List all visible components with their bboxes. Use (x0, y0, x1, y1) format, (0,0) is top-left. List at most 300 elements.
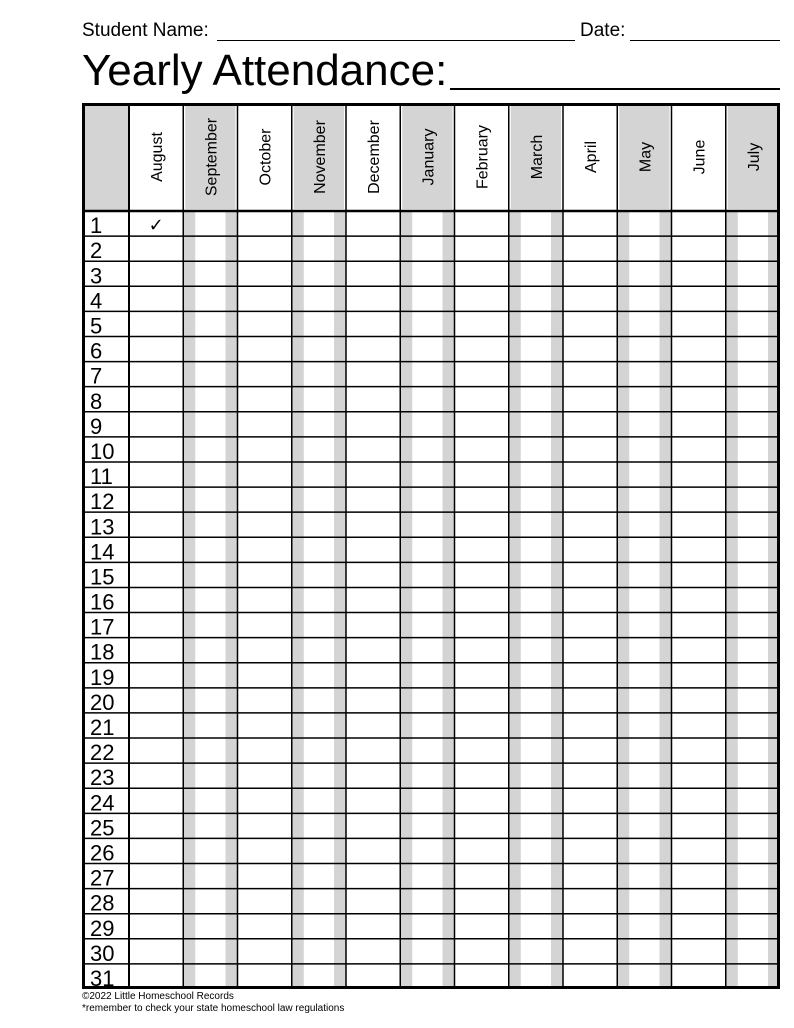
attendance-cell[interactable] (183, 688, 237, 713)
attendance-cell[interactable] (346, 336, 400, 361)
attendance-cell[interactable] (672, 562, 726, 587)
attendance-cell[interactable] (400, 387, 454, 412)
attendance-cell[interactable] (563, 462, 617, 487)
attendance-cell[interactable] (726, 587, 780, 612)
attendance-cell[interactable] (183, 864, 237, 889)
attendance-cell[interactable] (129, 914, 183, 939)
attendance-cell[interactable] (563, 663, 617, 688)
attendance-cell[interactable] (672, 487, 726, 512)
attendance-cell[interactable] (129, 788, 183, 813)
attendance-cell[interactable] (346, 462, 400, 487)
attendance-cell[interactable] (726, 738, 780, 763)
attendance-cell[interactable] (617, 211, 671, 236)
attendance-cell[interactable] (509, 537, 563, 562)
attendance-cell[interactable] (563, 286, 617, 311)
attendance-cell[interactable] (617, 336, 671, 361)
attendance-cell[interactable] (292, 437, 346, 462)
attendance-cell[interactable] (183, 562, 237, 587)
attendance-cell[interactable] (726, 939, 780, 964)
attendance-cell[interactable] (509, 613, 563, 638)
attendance-cell[interactable] (346, 587, 400, 612)
attendance-cell[interactable] (400, 613, 454, 638)
attendance-cell[interactable] (129, 889, 183, 914)
attendance-cell[interactable] (726, 914, 780, 939)
attendance-cell[interactable] (129, 286, 183, 311)
attendance-cell[interactable] (672, 738, 726, 763)
attendance-cell[interactable] (455, 587, 509, 612)
attendance-cell[interactable] (563, 864, 617, 889)
attendance-cell[interactable] (726, 487, 780, 512)
attendance-cell[interactable] (672, 211, 726, 236)
attendance-cell[interactable] (509, 286, 563, 311)
attendance-cell[interactable] (672, 763, 726, 788)
attendance-cell[interactable] (455, 562, 509, 587)
attendance-cell[interactable] (563, 487, 617, 512)
attendance-cell[interactable] (455, 487, 509, 512)
attendance-cell[interactable] (672, 512, 726, 537)
attendance-cell[interactable] (346, 713, 400, 738)
attendance-cell[interactable] (509, 964, 563, 989)
attendance-cell[interactable] (563, 713, 617, 738)
attendance-cell[interactable] (400, 512, 454, 537)
attendance-cell[interactable] (238, 763, 292, 788)
attendance-cell[interactable] (726, 688, 780, 713)
attendance-cell[interactable] (617, 939, 671, 964)
attendance-cell[interactable] (726, 311, 780, 336)
attendance-cell[interactable] (563, 412, 617, 437)
attendance-cell[interactable] (238, 713, 292, 738)
attendance-cell[interactable] (726, 562, 780, 587)
attendance-cell[interactable] (455, 964, 509, 989)
attendance-cell[interactable] (455, 688, 509, 713)
attendance-cell[interactable] (129, 638, 183, 663)
attendance-cell[interactable] (346, 412, 400, 437)
attendance-cell[interactable] (726, 462, 780, 487)
attendance-cell[interactable] (346, 311, 400, 336)
attendance-cell[interactable] (726, 286, 780, 311)
attendance-cell[interactable] (292, 613, 346, 638)
attendance-cell[interactable] (563, 587, 617, 612)
attendance-cell[interactable] (129, 362, 183, 387)
attendance-cell[interactable] (617, 864, 671, 889)
attendance-cell[interactable] (183, 889, 237, 914)
attendance-cell[interactable] (617, 261, 671, 286)
attendance-cell[interactable] (563, 261, 617, 286)
attendance-cell[interactable] (129, 587, 183, 612)
attendance-cell[interactable] (292, 487, 346, 512)
attendance-cell[interactable] (509, 437, 563, 462)
attendance-cell[interactable] (617, 562, 671, 587)
attendance-cell[interactable] (400, 889, 454, 914)
attendance-cell[interactable] (672, 663, 726, 688)
attendance-cell[interactable] (129, 537, 183, 562)
attendance-cell[interactable] (400, 261, 454, 286)
attendance-cell[interactable] (346, 286, 400, 311)
attendance-cell[interactable] (129, 487, 183, 512)
attendance-cell[interactable] (455, 336, 509, 361)
attendance-cell[interactable] (400, 838, 454, 863)
attendance-cell[interactable] (455, 211, 509, 236)
attendance-cell[interactable] (238, 738, 292, 763)
attendance-cell[interactable] (238, 311, 292, 336)
attendance-cell[interactable] (455, 613, 509, 638)
attendance-cell[interactable] (400, 914, 454, 939)
attendance-cell[interactable] (400, 864, 454, 889)
attendance-cell[interactable] (509, 236, 563, 261)
attendance-cell[interactable] (455, 813, 509, 838)
attendance-cell[interactable] (400, 587, 454, 612)
attendance-cell[interactable] (183, 286, 237, 311)
attendance-cell[interactable] (292, 412, 346, 437)
attendance-cell[interactable] (509, 889, 563, 914)
attendance-cell[interactable] (129, 713, 183, 738)
attendance-cell[interactable] (238, 387, 292, 412)
attendance-cell[interactable] (292, 512, 346, 537)
date-field[interactable] (630, 40, 780, 41)
attendance-cell[interactable] (292, 537, 346, 562)
attendance-cell[interactable] (617, 763, 671, 788)
attendance-cell[interactable] (292, 914, 346, 939)
attendance-cell[interactable] (346, 387, 400, 412)
attendance-cell[interactable] (292, 788, 346, 813)
attendance-cell[interactable] (509, 763, 563, 788)
attendance-cell[interactable] (617, 387, 671, 412)
attendance-cell[interactable] (726, 638, 780, 663)
attendance-cell[interactable] (563, 562, 617, 587)
attendance-cell[interactable] (672, 587, 726, 612)
attendance-cell[interactable] (292, 964, 346, 989)
attendance-cell[interactable] (726, 663, 780, 688)
attendance-cell[interactable] (183, 613, 237, 638)
attendance-cell[interactable] (617, 613, 671, 638)
attendance-cell[interactable] (672, 286, 726, 311)
attendance-cell[interactable] (509, 211, 563, 236)
attendance-cell[interactable] (726, 211, 780, 236)
attendance-cell[interactable] (617, 713, 671, 738)
attendance-cell[interactable] (346, 864, 400, 889)
attendance-cell[interactable] (455, 362, 509, 387)
attendance-cell[interactable] (455, 537, 509, 562)
attendance-cell[interactable] (183, 211, 237, 236)
attendance-cell[interactable] (400, 939, 454, 964)
attendance-cell[interactable] (617, 236, 671, 261)
attendance-cell[interactable] (292, 462, 346, 487)
attendance-cell[interactable] (563, 336, 617, 361)
attendance-cell[interactable] (238, 462, 292, 487)
attendance-cell[interactable] (292, 688, 346, 713)
attendance-cell[interactable] (617, 412, 671, 437)
attendance-cell[interactable] (563, 638, 617, 663)
attendance-cell[interactable] (238, 638, 292, 663)
attendance-cell[interactable] (129, 462, 183, 487)
attendance-cell[interactable] (617, 437, 671, 462)
attendance-cell[interactable] (726, 864, 780, 889)
attendance-cell[interactable] (129, 864, 183, 889)
attendance-cell[interactable] (346, 838, 400, 863)
attendance-cell[interactable] (726, 889, 780, 914)
attendance-cell[interactable] (400, 738, 454, 763)
attendance-cell[interactable] (238, 537, 292, 562)
attendance-cell[interactable] (292, 738, 346, 763)
attendance-cell[interactable] (563, 688, 617, 713)
attendance-cell[interactable] (617, 462, 671, 487)
attendance-cell[interactable] (292, 211, 346, 236)
attendance-cell[interactable] (672, 838, 726, 863)
attendance-cell[interactable] (129, 838, 183, 863)
attendance-cell[interactable] (617, 738, 671, 763)
attendance-cell[interactable] (238, 964, 292, 989)
attendance-cell[interactable] (617, 587, 671, 612)
attendance-cell[interactable] (346, 537, 400, 562)
attendance-cell[interactable] (617, 311, 671, 336)
attendance-cell[interactable] (238, 613, 292, 638)
attendance-cell[interactable] (238, 211, 292, 236)
attendance-cell[interactable] (183, 387, 237, 412)
attendance-cell[interactable] (400, 362, 454, 387)
attendance-cell[interactable] (183, 537, 237, 562)
attendance-cell[interactable] (400, 412, 454, 437)
attendance-cell[interactable] (455, 412, 509, 437)
attendance-cell[interactable] (563, 311, 617, 336)
attendance-cell[interactable] (509, 512, 563, 537)
attendance-cell[interactable] (292, 236, 346, 261)
attendance-cell[interactable] (509, 311, 563, 336)
attendance-cell[interactable] (672, 236, 726, 261)
attendance-cell[interactable] (455, 638, 509, 663)
attendance-cell[interactable] (672, 311, 726, 336)
attendance-cell[interactable] (563, 236, 617, 261)
attendance-cell[interactable] (400, 562, 454, 587)
attendance-cell[interactable] (617, 838, 671, 863)
attendance-cell[interactable] (129, 261, 183, 286)
attendance-cell[interactable] (509, 362, 563, 387)
attendance-cell[interactable] (292, 362, 346, 387)
attendance-cell[interactable] (292, 562, 346, 587)
attendance-cell[interactable] (509, 487, 563, 512)
attendance-cell[interactable] (455, 261, 509, 286)
attendance-cell[interactable] (455, 512, 509, 537)
attendance-cell[interactable] (346, 638, 400, 663)
attendance-cell[interactable] (183, 638, 237, 663)
attendance-cell[interactable] (672, 964, 726, 989)
attendance-cell[interactable] (509, 412, 563, 437)
attendance-cell[interactable] (509, 663, 563, 688)
attendance-cell[interactable] (346, 437, 400, 462)
attendance-cell[interactable] (455, 286, 509, 311)
attendance-cell[interactable] (672, 462, 726, 487)
attendance-cell[interactable] (346, 813, 400, 838)
attendance-cell[interactable] (400, 688, 454, 713)
attendance-cell[interactable] (509, 462, 563, 487)
attendance-cell[interactable] (563, 512, 617, 537)
attendance-cell[interactable] (400, 813, 454, 838)
attendance-cell[interactable] (509, 864, 563, 889)
attendance-cell[interactable] (183, 914, 237, 939)
attendance-cell[interactable] (672, 537, 726, 562)
attendance-cell[interactable] (455, 838, 509, 863)
attendance-cell[interactable] (400, 286, 454, 311)
attendance-cell[interactable] (617, 537, 671, 562)
attendance-cell[interactable] (238, 562, 292, 587)
attendance-cell[interactable] (672, 688, 726, 713)
attendance-cell[interactable] (129, 311, 183, 336)
attendance-cell[interactable] (726, 336, 780, 361)
attendance-cell[interactable] (563, 387, 617, 412)
attendance-cell[interactable] (563, 738, 617, 763)
attendance-cell[interactable] (400, 336, 454, 361)
attendance-cell[interactable] (238, 587, 292, 612)
attendance-cell[interactable] (292, 713, 346, 738)
attendance-cell[interactable] (129, 236, 183, 261)
attendance-cell[interactable] (129, 964, 183, 989)
attendance-cell[interactable] (726, 788, 780, 813)
attendance-cell[interactable] (238, 889, 292, 914)
attendance-cell[interactable] (346, 663, 400, 688)
attendance-cell[interactable] (563, 939, 617, 964)
attendance-cell[interactable] (726, 362, 780, 387)
attendance-cell[interactable] (617, 889, 671, 914)
attendance-cell[interactable] (563, 889, 617, 914)
attendance-cell[interactable] (238, 286, 292, 311)
attendance-cell[interactable] (238, 663, 292, 688)
attendance-cell[interactable] (509, 261, 563, 286)
attendance-cell[interactable] (617, 286, 671, 311)
attendance-cell[interactable] (455, 864, 509, 889)
attendance-cell[interactable] (129, 939, 183, 964)
attendance-cell[interactable] (563, 211, 617, 236)
attendance-cell[interactable] (346, 939, 400, 964)
attendance-cell[interactable] (183, 587, 237, 612)
attendance-cell[interactable] (292, 939, 346, 964)
attendance-cell[interactable] (563, 964, 617, 989)
attendance-cell[interactable] (129, 688, 183, 713)
attendance-cell[interactable] (292, 813, 346, 838)
attendance-cell[interactable] (672, 813, 726, 838)
attendance-cell[interactable] (238, 838, 292, 863)
attendance-cell[interactable] (672, 261, 726, 286)
attendance-cell[interactable] (238, 412, 292, 437)
attendance-cell[interactable] (183, 261, 237, 286)
attendance-cell[interactable] (617, 813, 671, 838)
attendance-cell[interactable] (726, 236, 780, 261)
attendance-cell[interactable] (183, 236, 237, 261)
attendance-cell[interactable] (563, 838, 617, 863)
student-name-field[interactable] (217, 40, 575, 41)
attendance-cell[interactable] (726, 437, 780, 462)
attendance-cell[interactable] (183, 487, 237, 512)
attendance-cell[interactable] (346, 211, 400, 236)
attendance-cell[interactable] (346, 562, 400, 587)
attendance-cell[interactable] (617, 638, 671, 663)
attendance-cell[interactable] (726, 713, 780, 738)
attendance-cell[interactable] (617, 914, 671, 939)
attendance-cell[interactable] (509, 387, 563, 412)
attendance-cell[interactable] (563, 613, 617, 638)
attendance-cell[interactable] (129, 763, 183, 788)
attendance-cell[interactable] (455, 939, 509, 964)
attendance-cell[interactable] (617, 487, 671, 512)
attendance-cell[interactable] (400, 713, 454, 738)
attendance-cell[interactable] (455, 788, 509, 813)
attendance-cell[interactable] (563, 362, 617, 387)
attendance-cell[interactable] (455, 437, 509, 462)
attendance-cell[interactable] (400, 788, 454, 813)
attendance-cell[interactable] (238, 336, 292, 361)
attendance-cell[interactable] (183, 663, 237, 688)
attendance-cell[interactable] (129, 437, 183, 462)
attendance-cell[interactable] (238, 487, 292, 512)
attendance-cell[interactable] (563, 813, 617, 838)
attendance-cell[interactable] (292, 261, 346, 286)
attendance-cell[interactable] (726, 261, 780, 286)
attendance-cell[interactable] (238, 437, 292, 462)
attendance-cell[interactable] (346, 964, 400, 989)
attendance-cell[interactable] (238, 788, 292, 813)
attendance-cell[interactable] (672, 336, 726, 361)
attendance-cell[interactable] (509, 788, 563, 813)
attendance-cell[interactable] (238, 864, 292, 889)
attendance-cell[interactable] (183, 462, 237, 487)
attendance-cell[interactable] (400, 537, 454, 562)
attendance-cell[interactable] (129, 613, 183, 638)
attendance-cell[interactable] (455, 713, 509, 738)
attendance-cell[interactable] (563, 914, 617, 939)
attendance-cell[interactable] (455, 663, 509, 688)
attendance-cell[interactable] (292, 387, 346, 412)
attendance-cell[interactable] (183, 311, 237, 336)
attendance-cell[interactable] (455, 311, 509, 336)
attendance-cell[interactable] (672, 864, 726, 889)
attendance-cell[interactable] (617, 663, 671, 688)
attendance-cell[interactable] (292, 663, 346, 688)
attendance-cell[interactable] (238, 236, 292, 261)
attendance-cell[interactable] (346, 688, 400, 713)
attendance-cell[interactable] (238, 512, 292, 537)
attendance-cell[interactable] (672, 788, 726, 813)
title-blank-field[interactable] (450, 88, 780, 90)
attendance-cell[interactable] (726, 838, 780, 863)
attendance-cell[interactable] (346, 362, 400, 387)
attendance-cell[interactable] (509, 688, 563, 713)
attendance-cell[interactable] (617, 688, 671, 713)
attendance-cell[interactable] (346, 613, 400, 638)
attendance-cell[interactable] (672, 412, 726, 437)
attendance-cell[interactable] (346, 236, 400, 261)
attendance-cell[interactable] (292, 763, 346, 788)
attendance-cell[interactable] (726, 512, 780, 537)
attendance-cell[interactable] (238, 261, 292, 286)
attendance-cell[interactable] (400, 638, 454, 663)
attendance-cell[interactable] (292, 638, 346, 663)
attendance-cell[interactable] (672, 914, 726, 939)
attendance-cell[interactable] (455, 763, 509, 788)
attendance-cell[interactable] (346, 914, 400, 939)
attendance-cell[interactable] (455, 387, 509, 412)
attendance-cell[interactable] (617, 964, 671, 989)
attendance-cell[interactable] (672, 437, 726, 462)
attendance-cell[interactable] (292, 864, 346, 889)
attendance-cell[interactable] (129, 387, 183, 412)
attendance-cell[interactable] (672, 387, 726, 412)
attendance-cell[interactable] (509, 562, 563, 587)
attendance-cell[interactable] (617, 512, 671, 537)
attendance-cell[interactable] (238, 688, 292, 713)
attendance-cell[interactable] (183, 838, 237, 863)
attendance-cell[interactable] (400, 663, 454, 688)
attendance-cell[interactable] (129, 512, 183, 537)
attendance-cell[interactable] (726, 964, 780, 989)
attendance-cell[interactable] (509, 713, 563, 738)
